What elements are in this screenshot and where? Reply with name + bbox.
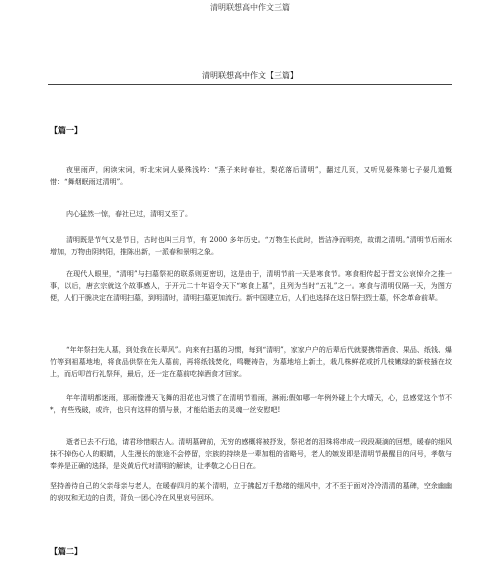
document-title: 清明联想高中作文【三篇】 <box>202 71 298 80</box>
paragraph-5: “年年祭扫先人墓，到处我在长辈风”。向来有扫墓的习惯，每到“清明”，家家户户的后辈后代就要携带酒食、果品、纸钱、爆竹等到祖墓地地，将食品供祭在先人墓前，再将纸钱焚化，鸣鞭祷告，为墓地培上新土，栽几株鲜花或折几枝嫩绿的新枝插在坟上，而后叩首行礼祭拜，最后，还一定在墓前吃掉酒食才回家。 <box>50 346 452 378</box>
section-heading-two: 【篇二】 <box>50 546 82 556</box>
paragraph-8: 坚持善待自己的父亲母亲与老人，在暖春四月的某个清明，立于拂起万千愁绪的细风中，才不至于面对冷冷清清的墓碑，空余幽幽的哀叹和无边的自责，背负一团心冷在风里哀号回环。 <box>50 482 452 502</box>
section-heading-one: 【篇一】 <box>50 125 82 135</box>
title-divider <box>48 84 452 85</box>
paragraph-7: 逝者已去不行追，请君珍惜眼古人。清明墓碑前，无穷的感概将被抒发，祭祀者的泪珠将串成一段段凝滴的回想，暖春的细风抹不掉伤心人的眼睛，人生漫长的旅途不会停留，宗族的持续是一辈加粗的省略号，老人的嫉发即是清明节最醒目的问号，孝敬与奉养是正确的选择，是炎黄后代对清明的解读，让孝敬之心日日在。 <box>50 438 452 470</box>
paragraph-1: 夜里雨声，闲读宋词，听北宋词人晏殊浅吟：“燕子来时春社，梨花落后清明”，翻过几页，又听见晏殊第七子晏几道慨惜：“舞烟眠雨过清明”。 <box>50 166 452 186</box>
page-header-title: 清明联想高中作文三篇 <box>210 3 290 12</box>
paragraph-3: 清明既是节气又是节日，古时也叫三月节，有 2000 多年历史。“万物生长此时，皆洁净而明亮，故谓之清明。”清明节后雨水增加，万物由阴转阳，推陈出新，一派春和景明之象。 <box>50 236 452 256</box>
paragraph-6: 年年清明都迷雨，那雨像漫天飞舞的泪花也习惯了在清明节看雨，淋雨;假如哪一年例外碰上个大晴天，心，总感觉这个节不*，有些残破，或许，也只有这样的情与景，才能给逝去的灵魂一丝安慰吧! <box>50 394 452 414</box>
paragraph-2: 内心猛然一惊，春社已过，清明又至了。 <box>66 210 192 218</box>
paragraph-4: 在现代人眼里，“清明”与扫墓祭祀的联系则更密切，这是由于，清明节前一天是寒食节。寒食相传起于晋文公哀悼介之推一事，以后，唐玄宗就这个故事感人，于开元二十年诏令天下“寒食上墓”，且列为当时“五礼”之一。寒食与清明仅隔一天，为图方便，人们干脆决定在清明扫墓，到明清时，清明扫墓更加流行。新中国建立后，人们也选择在这日祭扫烈士墓，怀念革命前辈。 <box>50 270 452 302</box>
